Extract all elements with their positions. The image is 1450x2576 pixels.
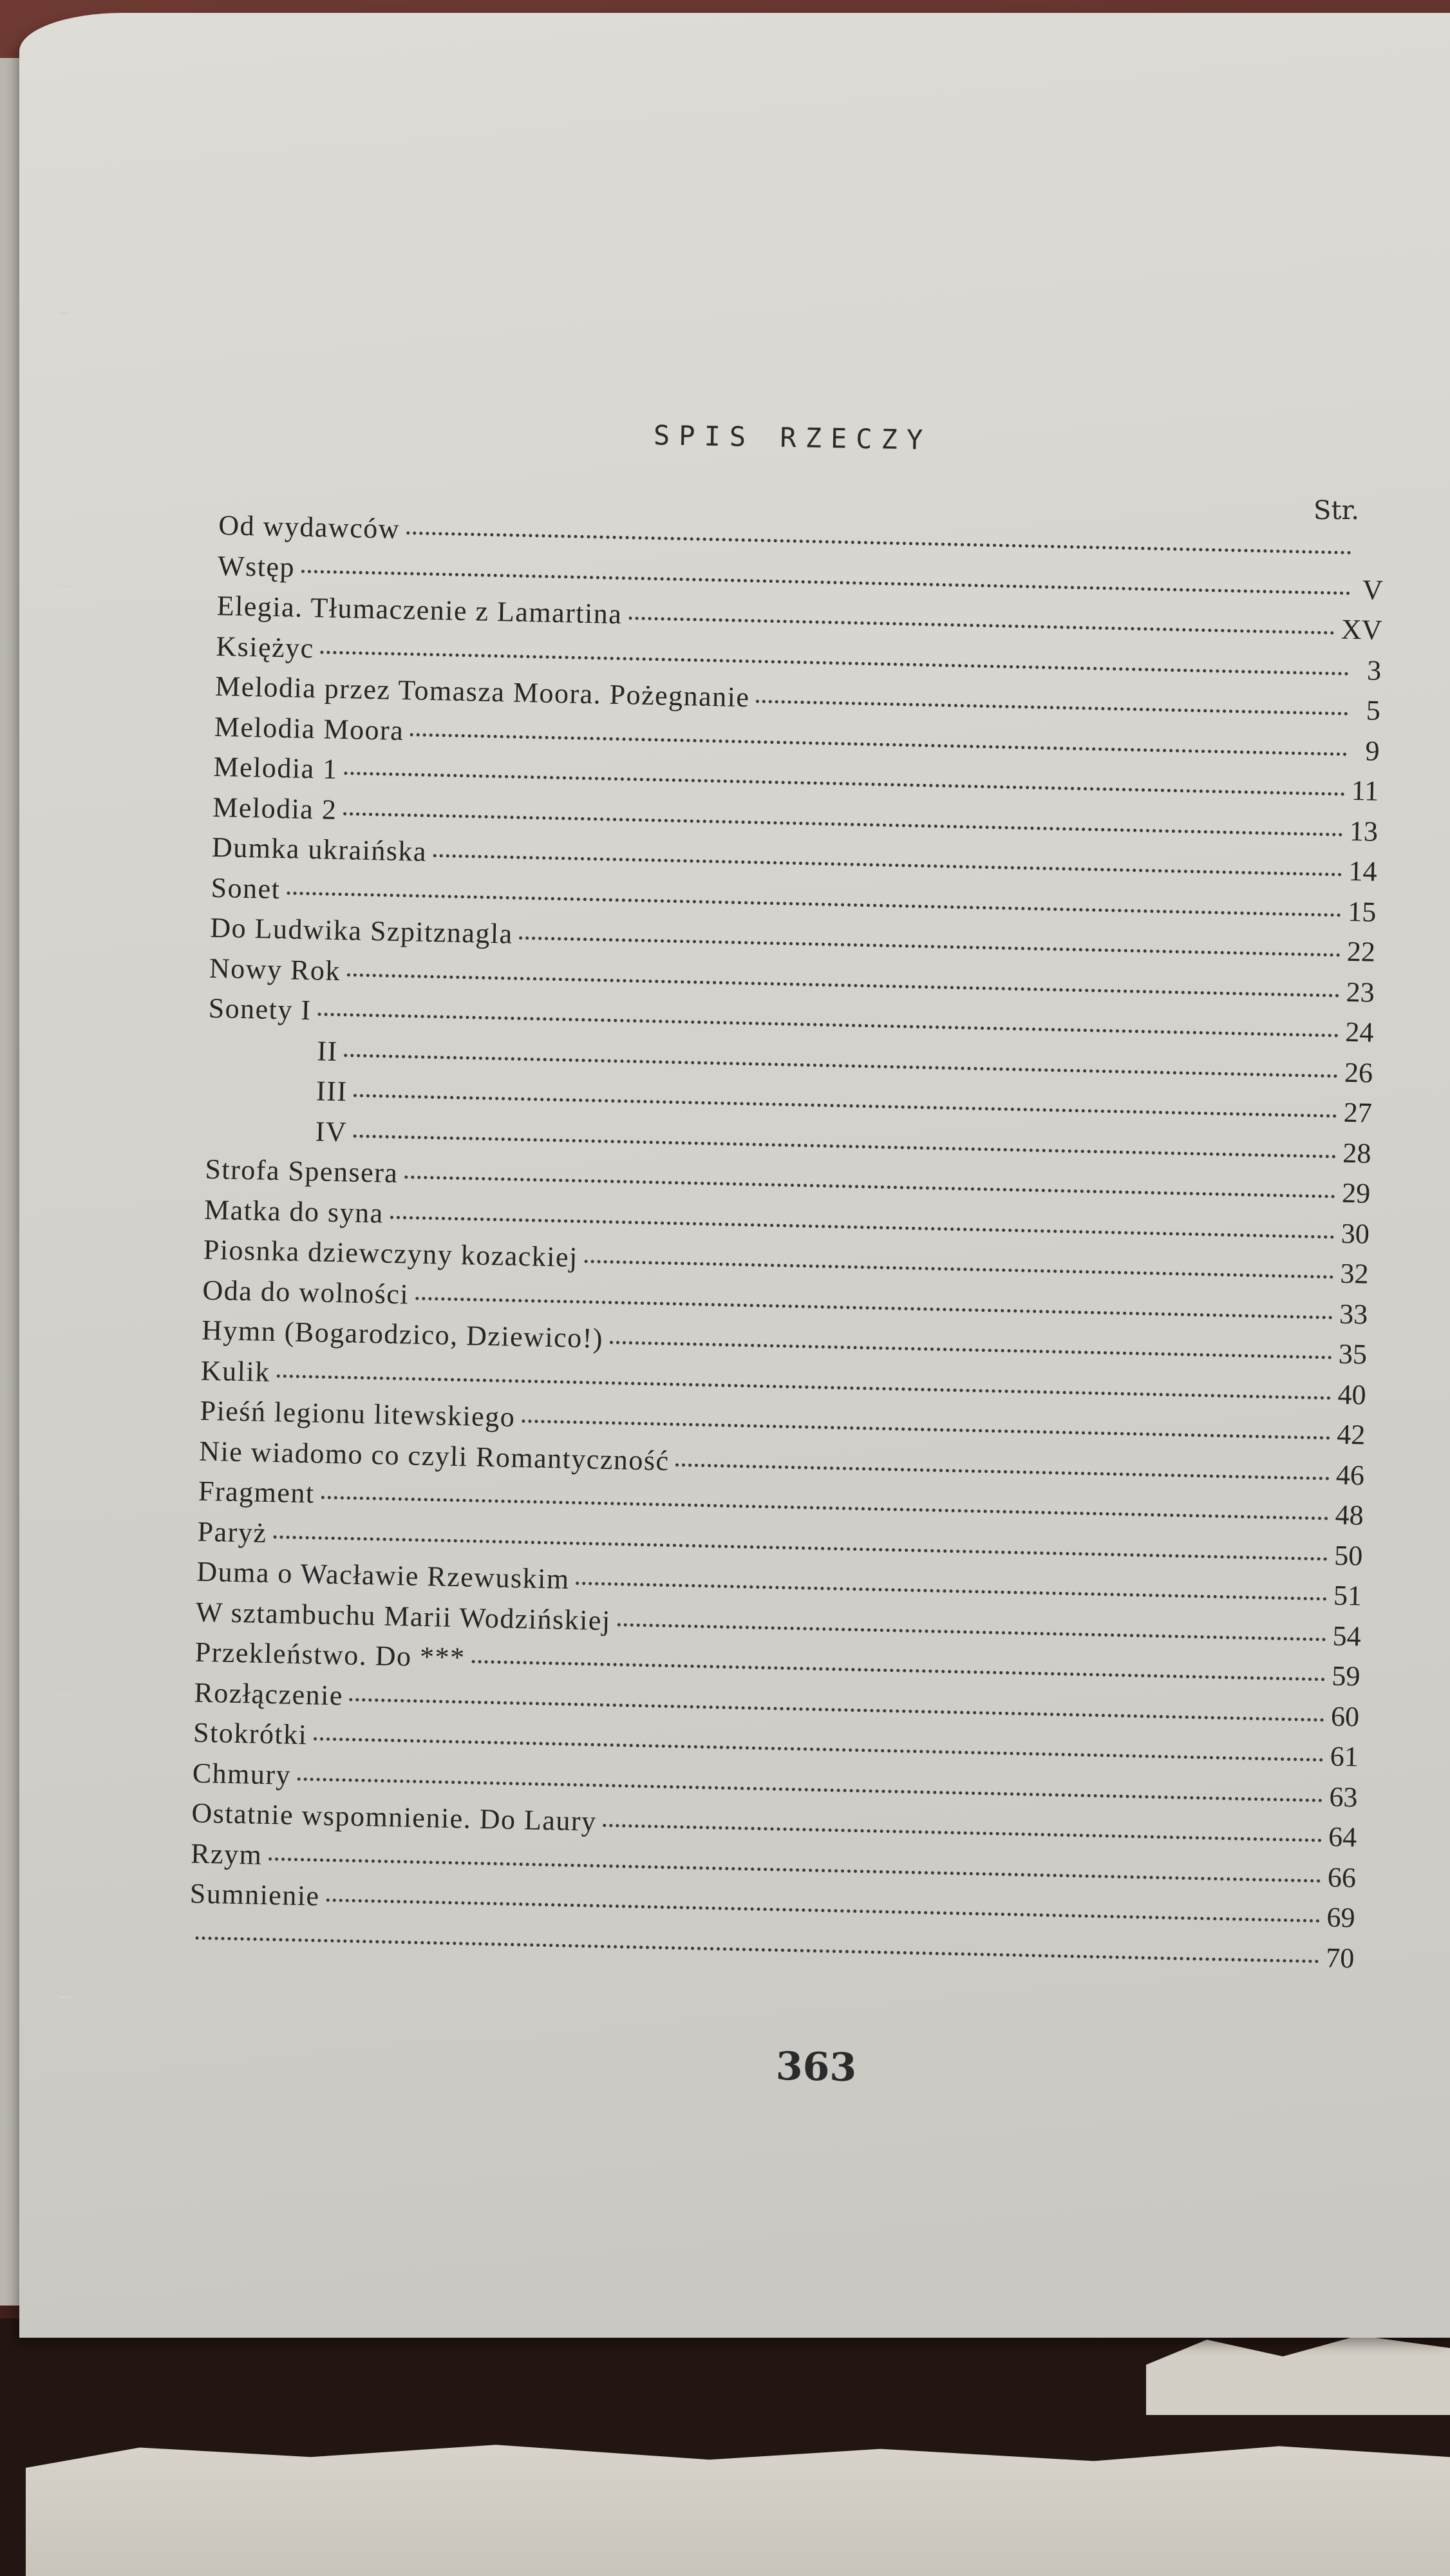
toc-entry-title: Matka do syna — [203, 1193, 384, 1229]
toc-entry-title: Nowy Rok — [209, 952, 341, 987]
toc-entry-page: 24 — [1344, 1016, 1374, 1048]
dot-leader — [756, 700, 1348, 715]
toc-entry-page: 30 — [1341, 1217, 1370, 1250]
toc-entry-page: 15 — [1347, 895, 1377, 928]
toc-entry-page: 69 — [1326, 1901, 1356, 1934]
toc-entry-title: Wstęp — [217, 549, 296, 583]
toc-entry-page: 32 — [1340, 1257, 1370, 1290]
dot-leader — [675, 1463, 1330, 1480]
dot-leader — [321, 1496, 1328, 1520]
toc-entry-title: III — [315, 1075, 348, 1108]
toc-entry-title: Hymn (Bogarodzico, Dziewico!) — [201, 1314, 604, 1354]
toc-entry-title: Sumnienie — [189, 1877, 321, 1912]
toc-entry-title: Rozłączenie — [193, 1676, 344, 1711]
toc-entry-title: Rzym — [190, 1837, 263, 1871]
toc-entry-title: Księżyc — [216, 630, 315, 664]
toc-entry-title: Sonet — [211, 871, 281, 905]
dot-leader — [297, 1777, 1323, 1801]
toc-entry-title: Kulik — [200, 1354, 271, 1388]
toc-entry-page: 46 — [1335, 1459, 1365, 1492]
dot-leader — [195, 1936, 1319, 1963]
toc-entry-page: 29 — [1341, 1177, 1371, 1209]
dot-leader — [317, 1012, 1339, 1037]
dot-leader — [415, 1296, 1333, 1319]
toc-entry-page: XV — [1341, 613, 1382, 646]
dot-leader — [406, 531, 1351, 554]
toc-entry-page: 3 — [1366, 654, 1382, 687]
toc-entry-title: Oda do wolności — [202, 1274, 410, 1310]
toc-entry-page: 27 — [1343, 1096, 1373, 1129]
dot-leader — [347, 973, 1340, 997]
toc-entry-title: Sonety I — [208, 992, 312, 1027]
dot-leader — [287, 891, 1341, 916]
toc-entry-page: 22 — [1346, 935, 1376, 968]
toc-entry-page: 5 — [1366, 694, 1381, 726]
toc-entry-title: Strofa Spensera — [205, 1153, 399, 1189]
torn-paper-bottom — [26, 2441, 1450, 2576]
toc-entry-page: 26 — [1344, 1056, 1373, 1089]
dot-leader — [350, 1698, 1324, 1721]
toc-entry-title: Przekleństwo. Do *** — [194, 1636, 466, 1674]
toc-entry-page: 13 — [1349, 815, 1379, 848]
dot-leader — [603, 1824, 1322, 1842]
toc-entry-title: Elegia. Tłumaczenie z Lamartina — [216, 589, 623, 630]
toc-entry-title: Duma o Wacławie Rzewuskim — [196, 1555, 570, 1595]
toc-entry-title: W sztambuchu Marii Wodzińskiej — [195, 1596, 612, 1636]
dot-leader — [433, 854, 1342, 876]
toc-entry-page: 66 — [1327, 1861, 1357, 1893]
toc-entry-title: Melodia 1 — [213, 750, 339, 785]
dot-leader — [390, 1215, 1335, 1238]
toc-entry-page: 33 — [1339, 1298, 1368, 1331]
toc-entry-page: 11 — [1351, 774, 1379, 807]
dot-leader — [617, 1623, 1326, 1641]
toc-title: SPIS RZECZY — [653, 419, 932, 456]
dot-leader — [522, 1419, 1330, 1439]
toc-entry-page: 48 — [1335, 1499, 1364, 1531]
toc-entry-page: 70 — [1325, 1942, 1355, 1974]
toc-entry-title: Fragment — [198, 1475, 315, 1510]
toc-entry-page: 42 — [1336, 1418, 1366, 1451]
dot-leader — [471, 1660, 1325, 1681]
dot-leader — [410, 733, 1347, 755]
toc-entry-title: Pieśń legionu litewskiego — [200, 1394, 516, 1433]
toc-entry-page: V — [1362, 573, 1384, 606]
toc-entry-title: Chmury — [192, 1757, 292, 1791]
toc-entry-title: Dumka ukraińska — [211, 831, 428, 867]
page-column-label: Str. — [1313, 496, 1359, 526]
toc-entry-page: 51 — [1333, 1579, 1362, 1612]
toc-entry-page: 35 — [1338, 1338, 1368, 1370]
toc-entry-title: IV — [315, 1115, 348, 1148]
toc-entry-title: Od wydawców — [218, 509, 400, 545]
dot-leader — [273, 1535, 1328, 1560]
toc-entry-page: 23 — [1346, 976, 1375, 1009]
dot-leader — [353, 1134, 1336, 1158]
toc-entry-page: 63 — [1328, 1781, 1359, 1813]
toc-entry-title: Nie wiadomo co czyli Romantyczność — [198, 1435, 670, 1477]
binding-stitch — [57, 306, 72, 314]
binding-stitch — [57, 580, 72, 588]
toc-entry-page: 9 — [1365, 734, 1380, 767]
toc-entry-title: Melodia przez Tomasza Moora. Pożegnanie — [214, 670, 750, 714]
toc-entry-page: 50 — [1333, 1539, 1363, 1572]
dot-leader — [314, 1738, 1323, 1762]
toc-entry-page: 59 — [1331, 1660, 1361, 1692]
toc-entry-page: 64 — [1328, 1821, 1357, 1853]
toc-entry-page: 60 — [1330, 1700, 1360, 1732]
toc-entry-page: 54 — [1332, 1620, 1362, 1653]
dot-leader — [520, 936, 1341, 957]
toc-entry-title: Melodia 2 — [212, 791, 337, 826]
toc-entry-page: 28 — [1342, 1137, 1371, 1170]
toc-entry-title: Piosnka dziewczyny kozackiej — [203, 1233, 579, 1273]
dot-leader — [585, 1260, 1334, 1278]
toc-entry-title: Paryż — [197, 1515, 267, 1549]
binding-stitch — [57, 1990, 72, 1998]
dot-leader — [343, 812, 1343, 837]
dot-leader — [301, 569, 1351, 594]
toc-list — [189, 509, 1384, 1982]
binding-stitch — [57, 1262, 72, 1271]
dot-leader — [277, 1374, 1332, 1399]
dot-leader — [344, 1054, 1338, 1077]
dot-leader — [326, 1899, 1320, 1922]
dot-leader — [610, 1341, 1332, 1359]
toc-entry-title: Stokrótki — [193, 1716, 308, 1751]
dot-leader — [628, 616, 1335, 634]
toc-entry-title: Melodia Moora — [214, 710, 404, 746]
toc-entry-page: 61 — [1330, 1740, 1359, 1773]
toc-entry-page: 40 — [1337, 1378, 1367, 1411]
toc-entry-title: Do Ludwika Szpitznagla — [209, 911, 514, 950]
dot-leader — [344, 772, 1345, 796]
binding-stitch — [57, 1687, 72, 1696]
toc-entry-page — [1358, 558, 1384, 559]
dot-leader — [353, 1094, 1337, 1118]
dot-leader — [576, 1582, 1327, 1600]
toc-entry-title: Ostatnie wspomnienie. Do Laury — [191, 1797, 598, 1837]
toc-entry-page: 14 — [1348, 855, 1378, 887]
dot-leader — [268, 1857, 1321, 1882]
toc-entry-title: II — [316, 1034, 339, 1067]
page-number: 363 — [775, 2043, 857, 2091]
dot-leader — [321, 650, 1350, 675]
dot-leader — [404, 1175, 1335, 1198]
